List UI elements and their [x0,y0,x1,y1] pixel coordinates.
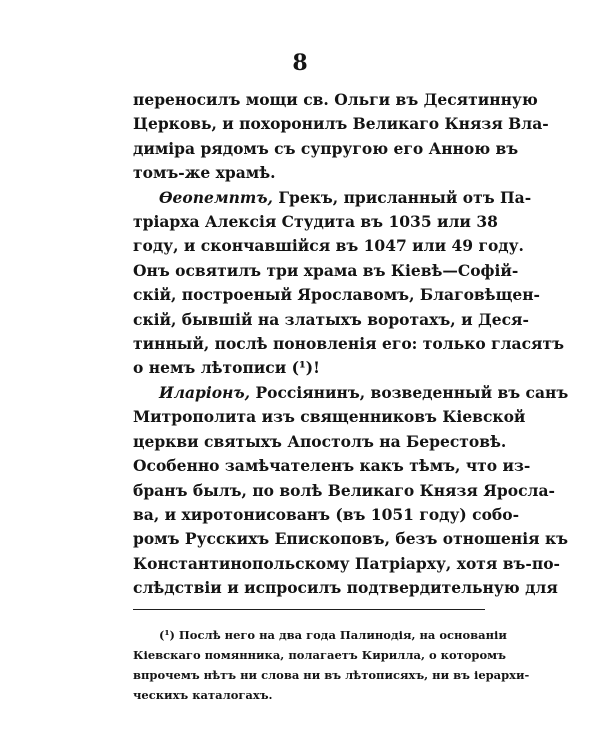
footnote-line: ческихъ каталогахъ. [133,688,273,702]
text-line: о немъ лѣтописи (¹)! [133,358,320,378]
paragraph-1 [133,88,549,186]
person-name-hilarion: Иларіонъ, [159,382,251,402]
text-line: тинный, послѣ поновленія его: только гласятъ [133,334,564,354]
paragraph-3 [133,381,569,601]
footnote [133,625,530,705]
text-line: ромъ Русскихъ Епископовъ, безъ отношенія къ [133,529,569,549]
text-line: Константинопольскому Патріарху, хотя въ-по- [133,553,560,573]
text-fragment: Грекъ, присланный отъ Па- [278,187,532,207]
footnote-divider [133,609,485,610]
page-number: 8 [292,50,308,76]
text-line: скій, построеный Ярославомъ, Благовѣщен- [133,285,540,305]
text-line: переносилъ мощи св. Ольги въ Десятинную [133,90,538,109]
footnote-line: Кіевскаго помянника, полагаетъ Кирилла, о которомъ [133,648,506,662]
text-line: Онъ освятилъ три храма въ Кіевѣ—Софій- [133,260,519,280]
text-line: томъ-же храмѣ. [133,163,276,183]
text-line [133,381,569,405]
main-text [133,88,569,601]
text-line: тріарха Алексія Студита въ 1035 или 38 [133,212,498,232]
paragraph-2 [133,186,564,381]
text-line: Церковь, и похоронилъ Великаго Князя Вла- [133,114,549,134]
text-line: слѣдствіи и испросилъ подтвердительную для [133,578,558,598]
text-line: году, и скончавшійся въ 1047 или 49 году. [133,236,524,256]
footnote-line: (¹) Послѣ него на два года Палинодія, на основаніи [159,628,507,642]
text-fragment: Россіянинъ, возведенный въ санъ [255,382,569,402]
footnote-line: впрочемъ нѣтъ ни слова ни въ лѣтописяхъ, ни въ іерархи- [133,668,530,682]
text-line: скій, бывшій на златыхъ воротахъ, и Деся- [133,309,529,329]
text-line: ва, и хиротонисованъ (въ 1051 году) собо- [133,504,520,524]
text-line: церкви святыхъ Апостолъ на Берестовѣ. [133,431,507,451]
text-line: Особенно замѣчателенъ какъ тѣмъ, что из- [133,456,531,476]
text-line: бранъ былъ, по волѣ Великаго Князя Яросла- [133,480,555,500]
text-line: диміра рядомъ съ супругою его Анною въ [133,138,519,158]
text-line [133,186,532,210]
text-line: Митрополита изъ священниковъ Кіевской [133,407,526,427]
person-name-theopemptos: Ѳеопемптъ, [159,187,273,207]
